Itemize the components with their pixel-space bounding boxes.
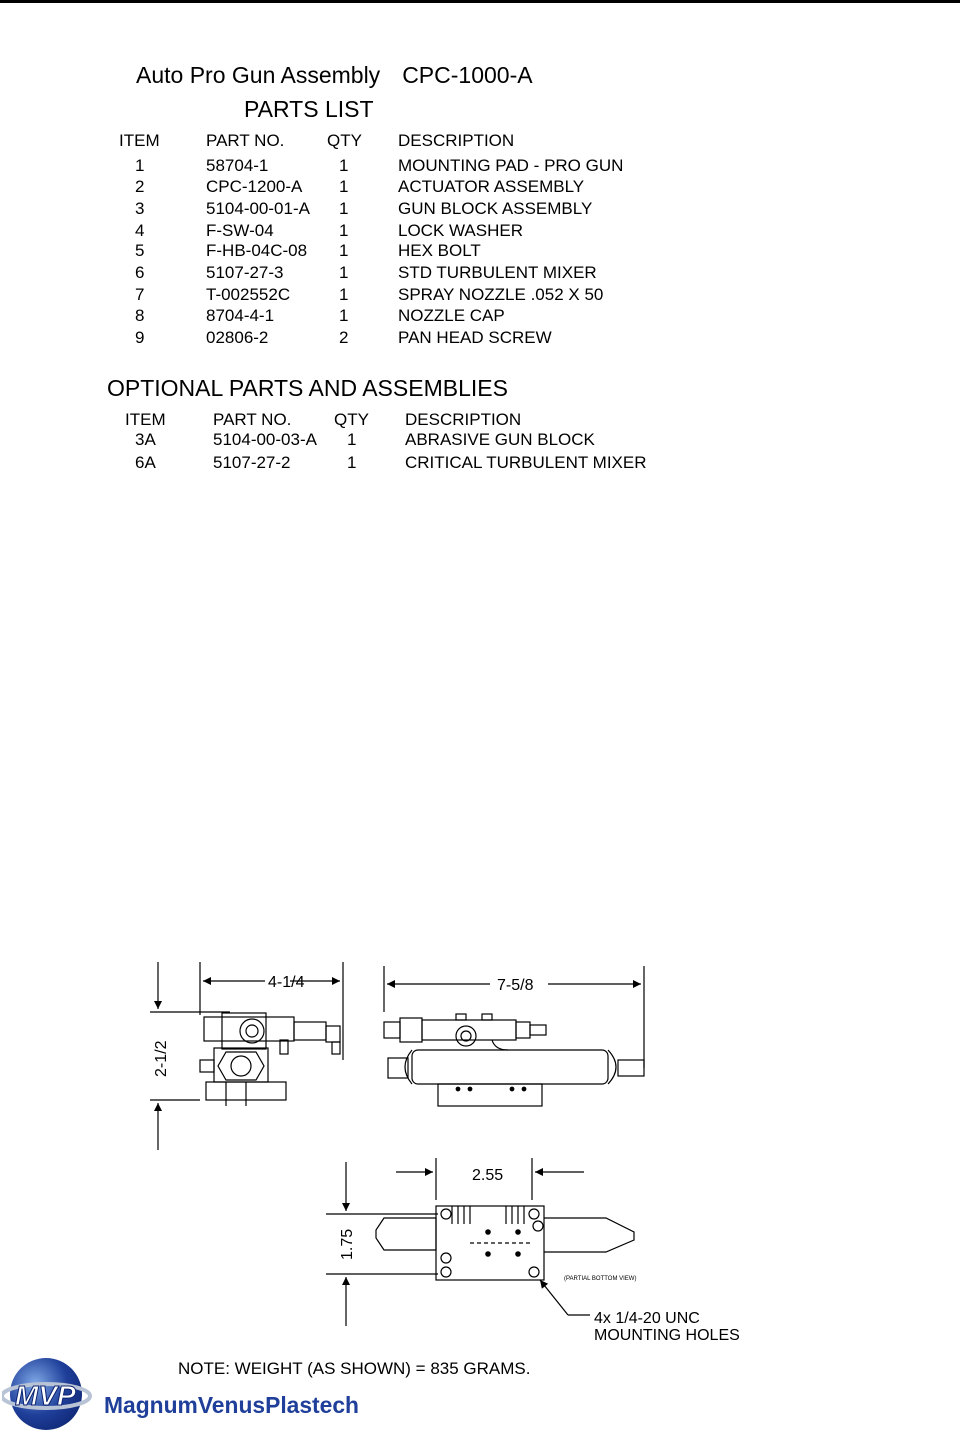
parts-row-part-no: F-HB-04C-08: [206, 241, 308, 260]
optional-header-qty: QTY: [334, 410, 369, 429]
parts-header-item: ITEM: [119, 131, 160, 150]
parts-row-item: 2: [135, 177, 145, 196]
weight-note: NOTE: WEIGHT (AS SHOWN) = 835 GRAMS.: [178, 1359, 531, 1378]
parts-row-item: 9: [135, 328, 145, 347]
parts-row-description: ACTUATOR ASSEMBLY: [398, 177, 585, 196]
front-view: [384, 966, 644, 1106]
parts-row-description: GUN BLOCK ASSEMBLY: [398, 199, 593, 218]
assembly-part-number: CPC-1000-A: [402, 62, 533, 88]
parts-row-qty: 1: [339, 199, 349, 218]
parts-row-qty: 1: [339, 156, 349, 175]
dim-side-width: 4-1/4: [268, 974, 305, 991]
callout-line1: 4x 1/4-20 UNC: [594, 1310, 700, 1327]
parts-row-part-no: 58704-1: [206, 156, 269, 175]
parts-row-part-no: 5107-27-3: [206, 263, 284, 282]
mvp-badge-text: MVP: [15, 1380, 76, 1411]
parts-row-description: PAN HEAD SCREW: [398, 328, 552, 347]
optional-row-part-no: 5107-27-2: [213, 453, 291, 472]
bottom-view: [326, 1158, 740, 1344]
parts-row-qty: 1: [339, 263, 349, 282]
parts-row-item: 1: [135, 156, 145, 175]
optional-parts-heading: OPTIONAL PARTS AND ASSEMBLIES: [107, 375, 508, 401]
optional-row-part-no: 5104-00-03-A: [213, 430, 317, 449]
parts-row-item: 3: [135, 199, 145, 218]
parts-row-qty: 1: [339, 285, 349, 304]
optional-row-description: ABRASIVE GUN BLOCK: [405, 430, 595, 449]
parts-row-qty: 1: [339, 306, 349, 325]
parts-row-description: SPRAY NOZZLE .052 X 50: [398, 285, 604, 304]
parts-row-item: 6: [135, 263, 145, 282]
optional-header-description: DESCRIPTION: [405, 410, 522, 429]
optional-row-description: CRITICAL TURBULENT MIXER: [405, 453, 647, 472]
parts-row-part-no: 02806-2: [206, 328, 269, 347]
parts-header-description: DESCRIPTION: [398, 131, 515, 150]
company-wordmark: MagnumVenusPlastech: [104, 1392, 359, 1418]
parts-row-part-no: 8704-4-1: [206, 306, 275, 325]
parts-row-qty: 2: [339, 328, 349, 347]
optional-header-item: ITEM: [125, 410, 166, 429]
parts-row-item: 4: [135, 221, 145, 240]
mvp-badge-icon: [2, 1358, 90, 1430]
parts-row-item: 5: [135, 241, 145, 260]
parts-list-heading: PARTS LIST: [244, 96, 374, 122]
optional-row-item: 3A: [135, 430, 156, 449]
parts-row-qty: 1: [339, 177, 349, 196]
parts-row-description: MOUNTING PAD - PRO GUN: [398, 156, 624, 175]
parts-row-qty: 1: [339, 241, 349, 260]
optional-header-part-no: PART NO.: [213, 410, 292, 429]
parts-header-qty: QTY: [327, 131, 362, 150]
parts-row-part-no: T-002552C: [206, 285, 291, 304]
dim-bottom-width: 2.55: [472, 1167, 504, 1184]
assembly-name: Auto Pro Gun Assembly: [136, 62, 381, 88]
parts-row-part-no: CPC-1200-A: [206, 177, 303, 196]
parts-row-description: LOCK WASHER: [398, 221, 524, 240]
side-view: [150, 962, 343, 1150]
optional-row-qty: 1: [347, 453, 357, 472]
company-logo: [2, 1358, 362, 1436]
parts-header-part-no: PART NO.: [206, 131, 285, 150]
parts-row-item: 7: [135, 285, 145, 304]
parts-row-part-no: F-SW-04: [206, 221, 274, 240]
callout-line2: MOUNTING HOLES: [594, 1327, 740, 1344]
parts-row-description: NOZZLE CAP: [398, 306, 505, 325]
parts-row-description: HEX BOLT: [398, 241, 481, 260]
parts-row-item: 8: [135, 306, 145, 325]
dim-bottom-height: 1.75: [339, 1228, 356, 1260]
dim-front-width: 7-5/8: [497, 977, 534, 994]
dim-height: 2-1/2: [153, 1040, 170, 1077]
parts-row-part-no: 5104-00-01-A: [206, 199, 310, 218]
optional-row-item: 6A: [135, 453, 156, 472]
parts-row-qty: 1: [339, 221, 349, 240]
parts-row-description: STD TURBULENT MIXER: [398, 263, 597, 282]
bottom-view-label: (PARTIAL BOTTOM VIEW): [564, 1276, 637, 1282]
optional-row-qty: 1: [347, 430, 357, 449]
